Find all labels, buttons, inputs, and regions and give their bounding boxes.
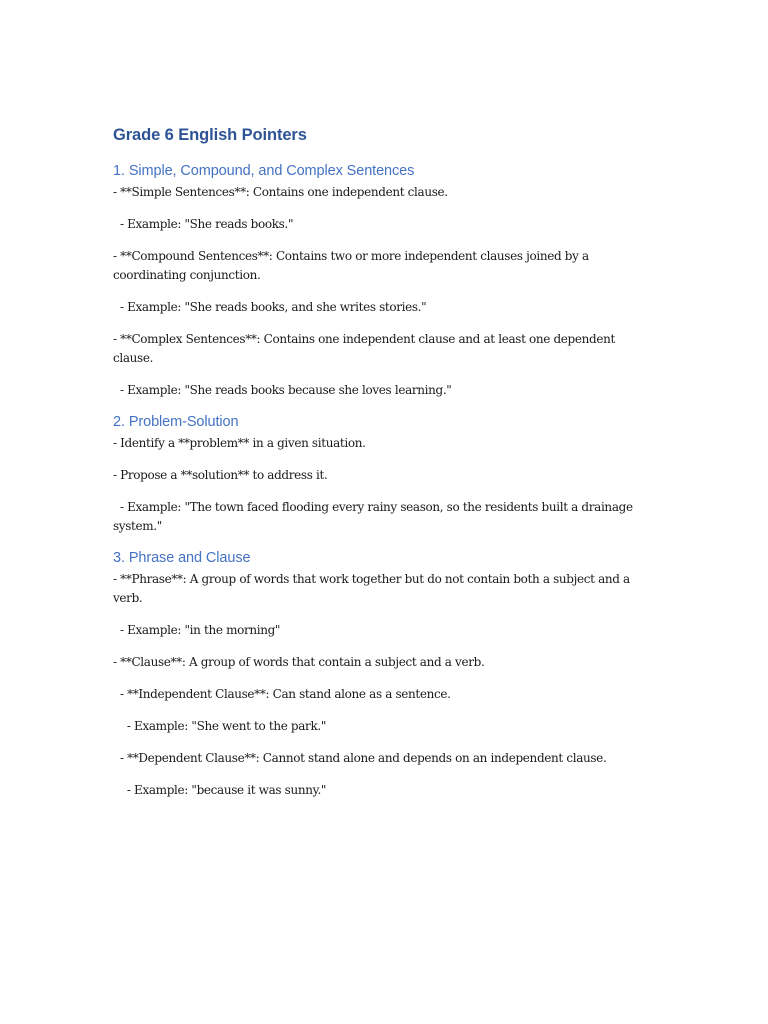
section-heading: 1. Simple, Compound, and Complex Sentences xyxy=(113,163,415,179)
body-paragraph: - **Complex Sentences**: Contains one independent clause and at least one dependent clause. xyxy=(113,332,619,365)
body-paragraph: - **Independent Clause**: Can stand alone as a sentence. xyxy=(113,687,451,701)
section-sentences xyxy=(113,161,653,400)
example-paragraph: - Example: "She reads books, and she writes stories." xyxy=(113,300,427,314)
document-title: Grade 6 English Pointers xyxy=(113,126,307,144)
body-paragraph: - **Dependent Clause**: Cannot stand alone and depends on an independent clause. xyxy=(113,751,607,765)
example-paragraph: - Example: "She reads books because she loves learning." xyxy=(113,383,452,397)
document-body xyxy=(113,124,653,800)
section-problem-solution xyxy=(113,412,653,536)
body-paragraph: - **Simple Sentences**: Contains one independent clause. xyxy=(113,185,448,199)
body-paragraph: - Propose a **solution** to address it. xyxy=(113,468,328,482)
example-paragraph: - Example: "She went to the park." xyxy=(113,719,326,733)
example-paragraph: - Example: "The town faced flooding every rainy season, so the residents built a drainage system." xyxy=(113,500,637,533)
body-paragraph: - **Phrase**: A group of words that work together but do not contain both a subject and a verb. xyxy=(113,572,634,605)
section-heading: 2. Problem-Solution xyxy=(113,414,239,430)
example-paragraph: - Example: "She reads books." xyxy=(113,217,294,231)
section-phrase-clause xyxy=(113,548,653,800)
example-paragraph: - Example: "in the morning" xyxy=(113,623,281,637)
body-paragraph: - Identify a **problem** in a given situation. xyxy=(113,436,366,450)
body-paragraph: - **Compound Sentences**: Contains two or more independent clauses joined by a coordinating conjunction. xyxy=(113,249,593,282)
body-paragraph: - **Clause**: A group of words that contain a subject and a verb. xyxy=(113,655,485,669)
section-heading: 3. Phrase and Clause xyxy=(113,550,251,566)
example-paragraph: - Example: "because it was sunny." xyxy=(113,783,327,797)
